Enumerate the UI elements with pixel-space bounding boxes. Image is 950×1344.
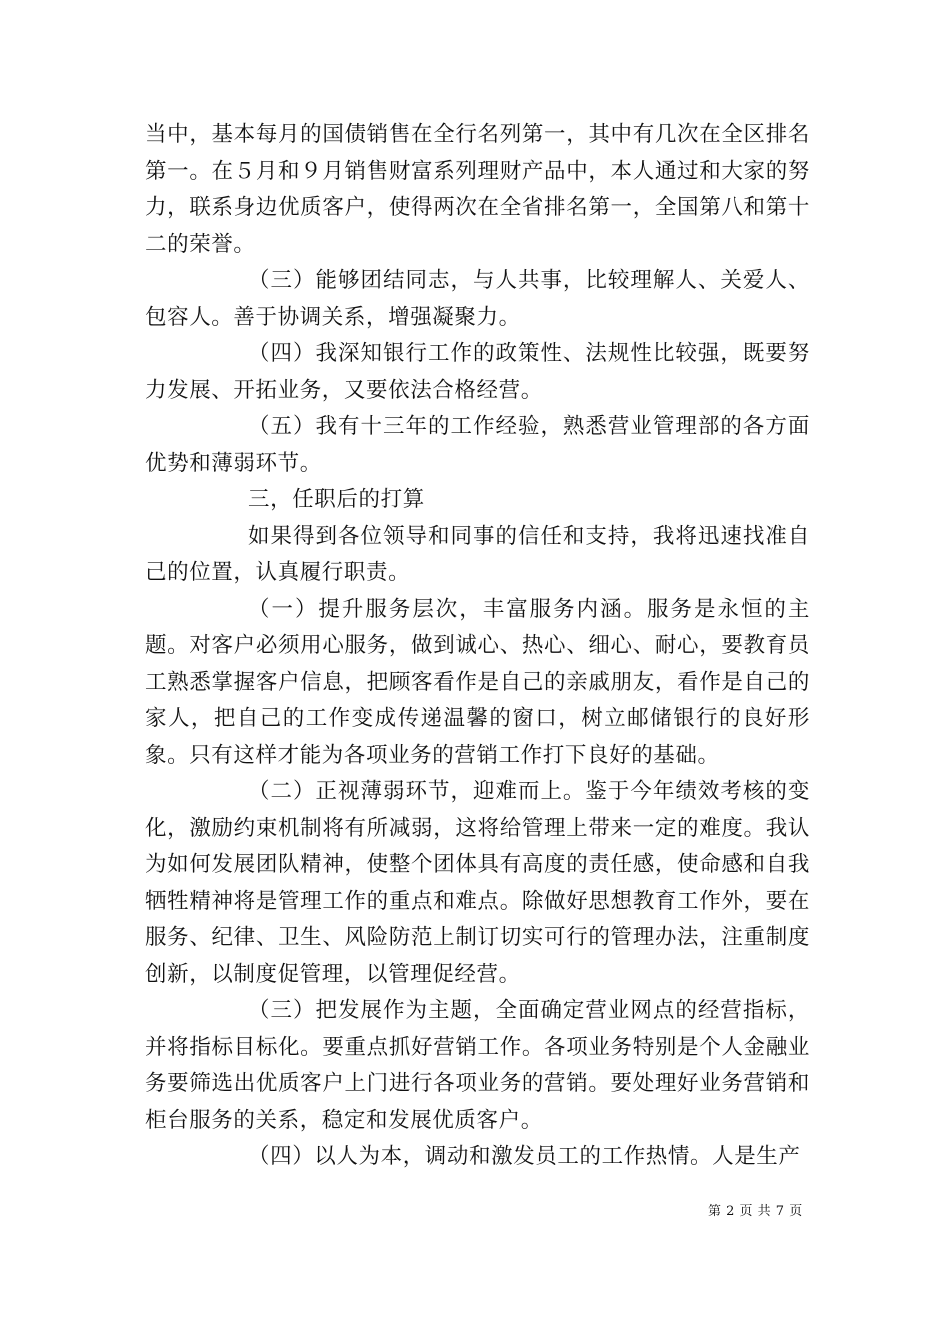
paragraph-4: （五）我有十三年的工作经验，熟悉营业管理部的各方面优势和薄弱环节。 xyxy=(145,414,810,476)
paragraph-2: （三）能够团结同志，与人共事，比较理解人、关爱人、包容人。善于协调关系，增强凝聚力。 xyxy=(145,268,810,330)
paragraph-9: （三）把发展作为主题，全面确定营业网点的经营指标，并将指标目标化。要重点抓好营销工作。各项业务特别是个人金融业务要筛选出优质客户上门进行各项业务的营销。要处理好业务营销和柜台服务的关系，稳定和发展优质客户。 xyxy=(145,998,810,1133)
paragraph-10: （四）以人为本，调动和激发员工的工作热情。人是生产 xyxy=(248,1144,801,1169)
paragraph-1: 当中，基本每月的国债销售在全行名列第一，其中有几次在全区排名第一。在５月和９月销售财富系列理财产品中，本人通过和大家的努力，联系身边优质客户，使得两次在全省排名第一，全国第八和第十二的荣誉。 xyxy=(145,122,810,257)
paragraph-3: （四）我深知银行工作的政策性、法规性比较强，既要努力发展、开拓业务，又要依法合格经营。 xyxy=(145,341,810,403)
page-number: 第 2 页 共 7 页 xyxy=(708,1204,803,1219)
paragraph-6: 如果得到各位领导和同事的信任和支持，我将迅速找准自己的位置，认真履行职责。 xyxy=(145,523,810,585)
paragraph-7: （一）提升服务层次，丰富服务内涵。服务是永恒的主题。对客户必须用心服务，做到诚心、热心、细心、耐心，要教育员工熟悉掌握客户信息，把顾客看作是自己的亲戚朋友，看作是自己的家人，把自己的工作变成传递温馨的窗口，树立邮储银行的良好形象。只有这样才能为各项业务的营销工作打下良好的基础。 xyxy=(145,596,810,768)
section-heading: 三，任职后的打算 xyxy=(248,487,425,512)
body-text xyxy=(145,117,810,1176)
paragraph-8: （二）正视薄弱环节，迎难而上。鉴于今年绩效考核的变化，激励约束机制将有所减弱，这将给管理上带来一定的难度。我认为如何发展团队精神，使整个团体具有高度的责任感，使命感和自我牺牲精神将是管理工作的重点和难点。除做好思想教育工作外，要在服务、纪律、卫生、风险防范上制订切实可行的管理办法，注重制度创新，以制度促管理，以管理促经营。 xyxy=(145,779,810,987)
